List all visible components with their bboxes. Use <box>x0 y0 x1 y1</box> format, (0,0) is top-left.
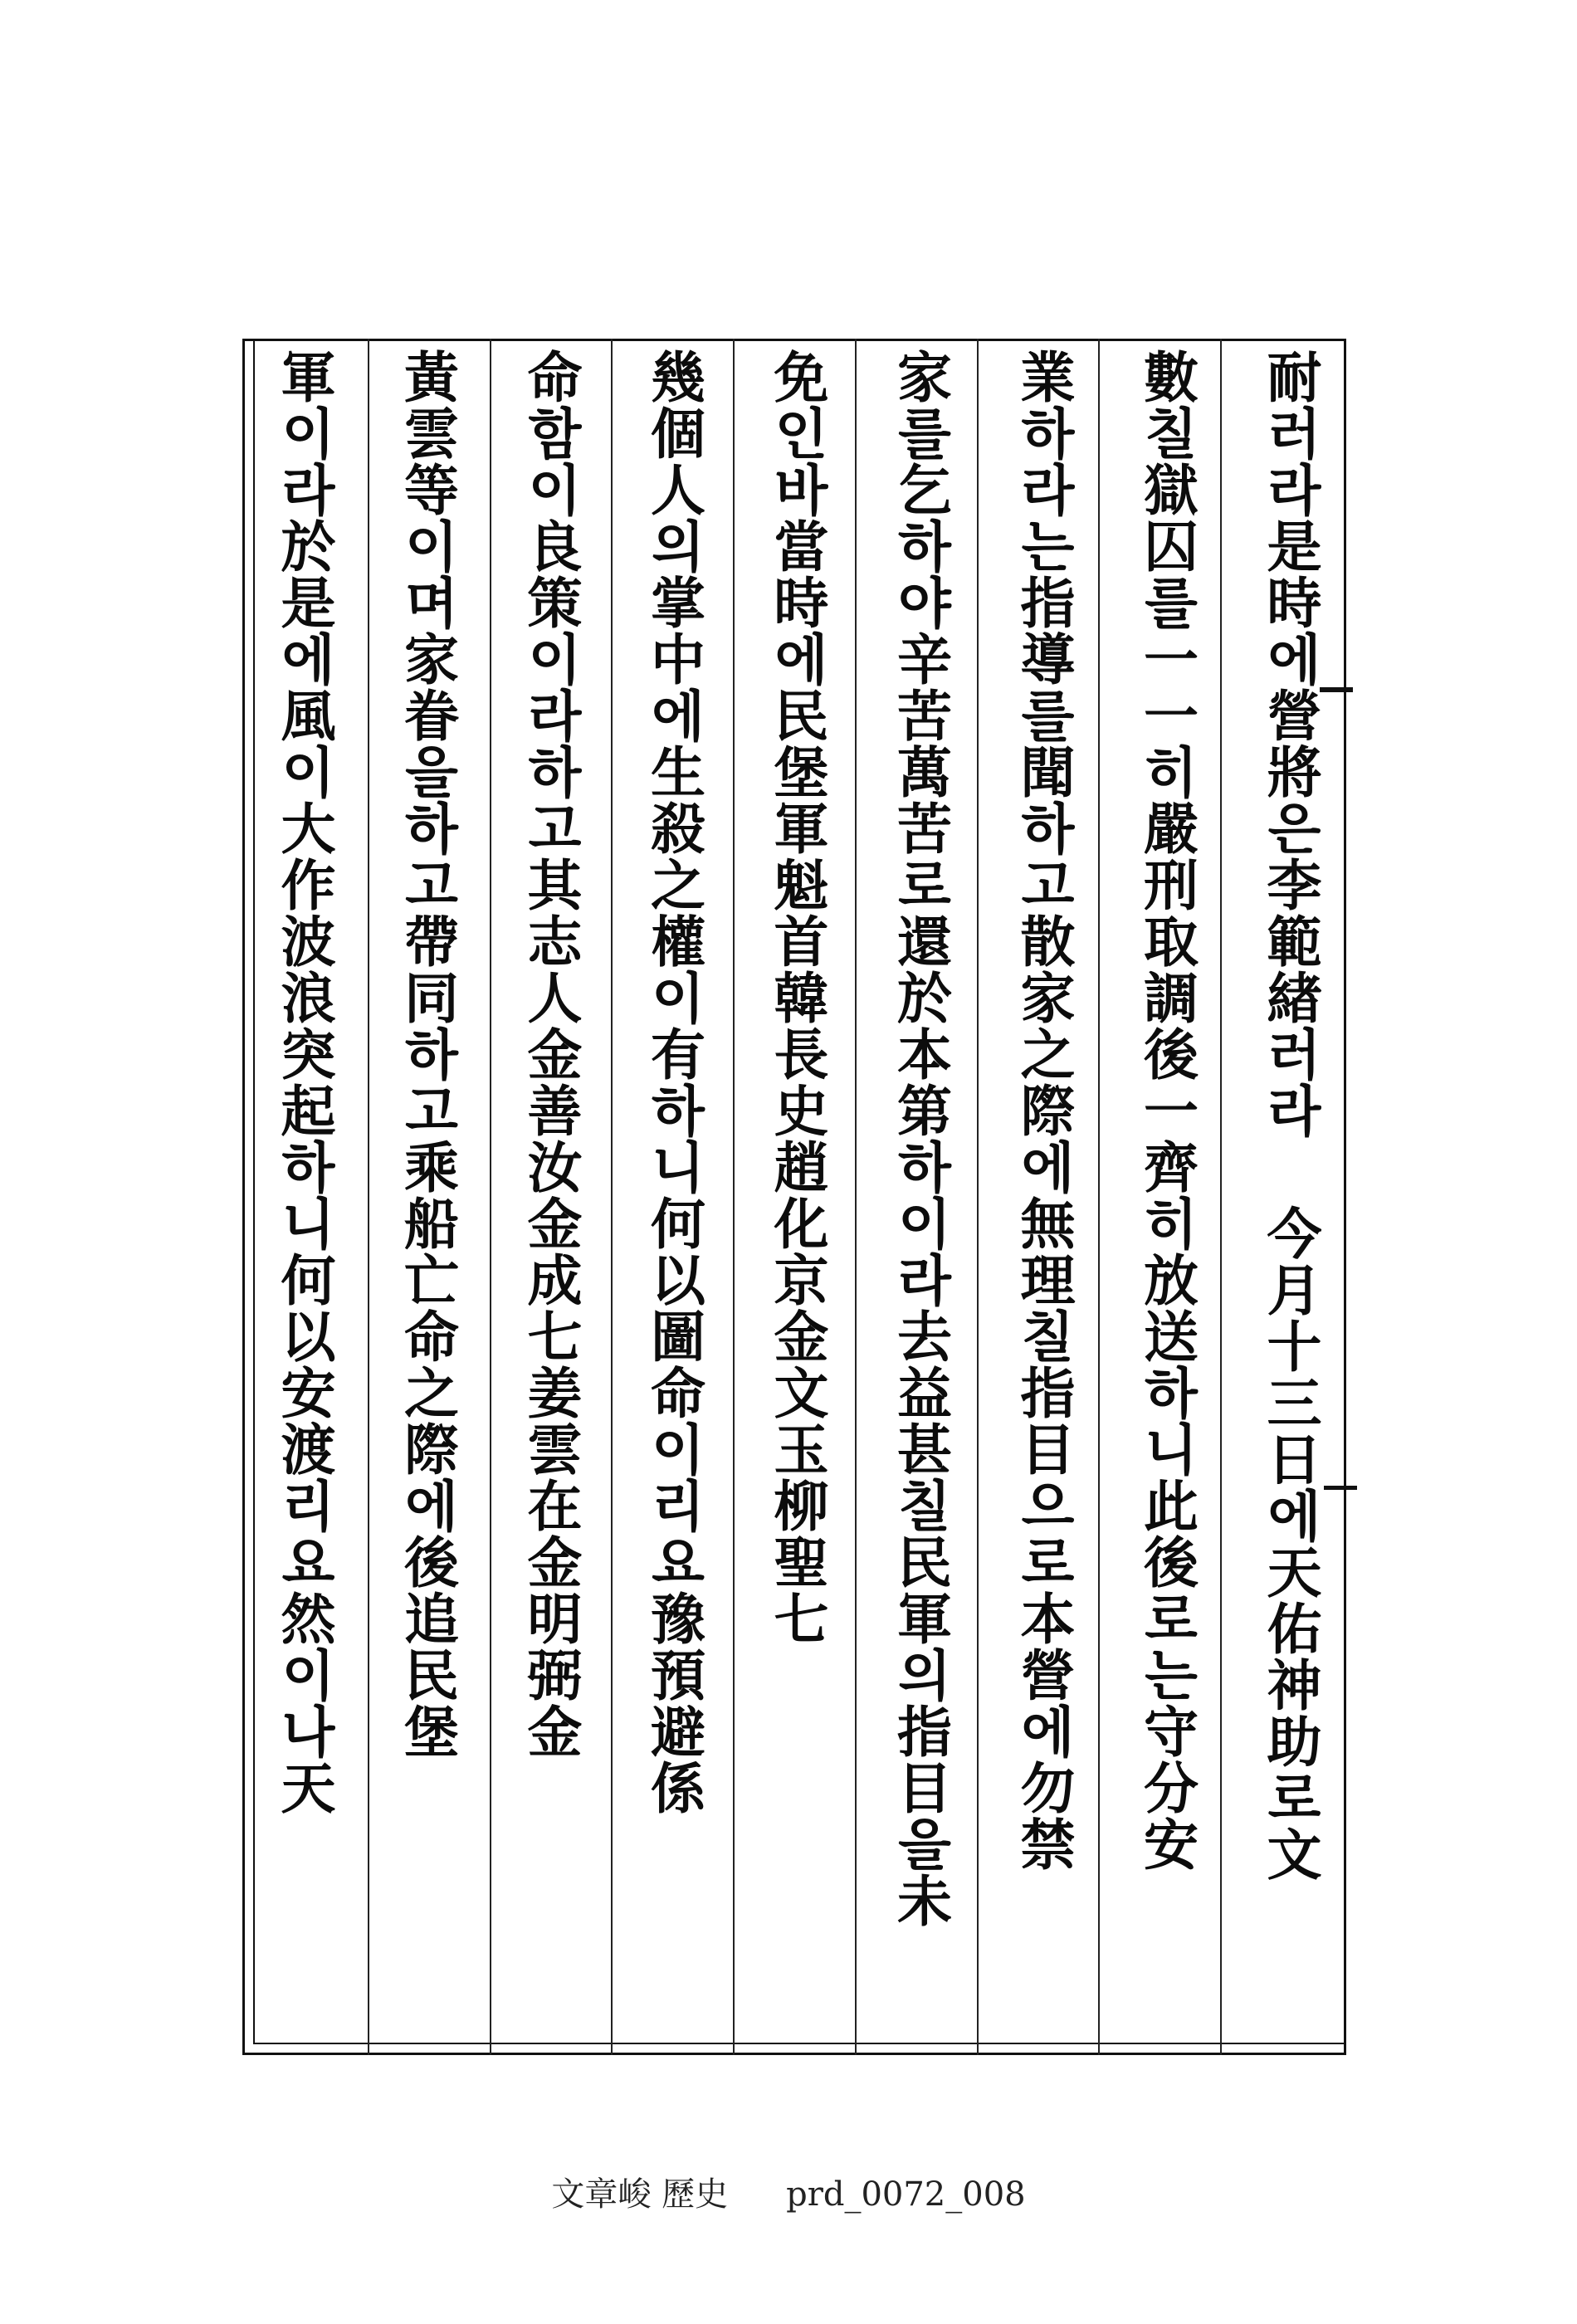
manuscript-column-5: 免인바當時에民堡軍魁首韓長史趙化京金文玉柳聖七 <box>764 349 829 1647</box>
manuscript-column-9: 軍이라於是에風이大作波浪突起하니何以安渡리요然이나天 <box>271 349 336 1816</box>
manuscript-column-1: 耐러라是時에營將은李範緖러라 今月十三日에天佑神助로文 <box>1257 349 1322 1882</box>
manuscript-column-4: 家를乞하야辛苦萬苦로還於本第하이라去益甚칠民軍의指目을未 <box>887 349 953 1929</box>
manuscript-column-6: 幾個人의掌中에生殺之權이有하니何以圖命이리요豫預避係 <box>641 349 706 1816</box>
footer-doc-id: prd_0072_008 <box>786 2175 1026 2214</box>
manuscript-column-8: 黃雲等이며家眷을하고帶同하고乘船亡命之際에後追民堡 <box>394 349 460 1760</box>
footer-collection: 文章峻 歷史 <box>551 2175 729 2214</box>
manuscript-column-2: 數칠獄囚를一一히嚴刑取調後一齊히放送하니此後로는守分安 <box>1134 349 1199 1872</box>
manuscript-columns <box>249 349 1345 2050</box>
page-footer <box>0 2168 1577 2215</box>
manuscript-column-7: 命함이良策이라하고其志人金善汝金成七姜雲在金明弼金 <box>518 349 583 1760</box>
manuscript-column-3: 業하라는指導를聞하고散家之際에無理칠指目으로本營에勿禁 <box>1011 349 1076 1872</box>
